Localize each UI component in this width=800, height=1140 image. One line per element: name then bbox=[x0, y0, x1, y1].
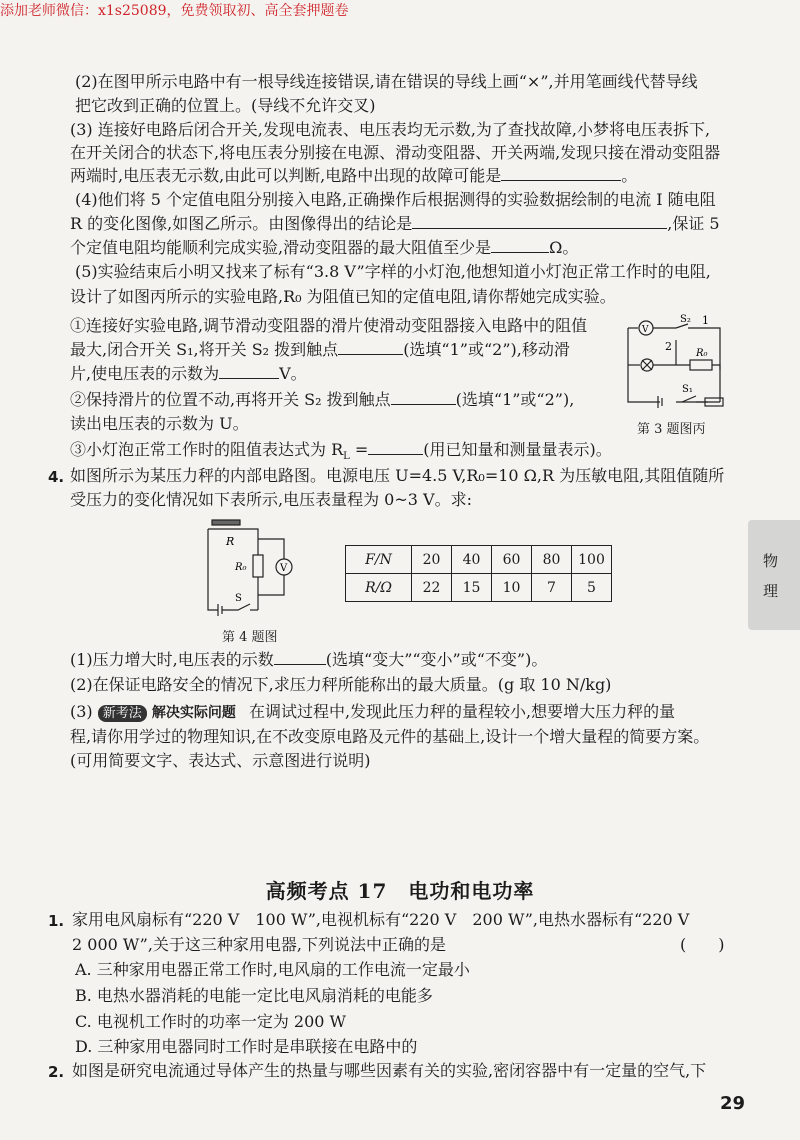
q3-line-15: 读出电压表的示数为 U。 bbox=[70, 414, 249, 433]
answer-bracket[interactable]: ( ) bbox=[680, 935, 725, 954]
s1-line-1: 家用电风扇标有“220 V 100 W”,电视机标有“220 V 200 W”,电热水器标有“220 V bbox=[72, 910, 690, 929]
q3-line-10: 设计了如图丙所示的实验电路,R₀ 为阻值已知的定值电阻,请你帮她完成实验。 bbox=[70, 287, 616, 306]
table-cell: 5 bbox=[572, 574, 612, 602]
q3-line-9: (5)实验结束后小明又找来了标有“3.8 V”字样的小灯泡,他想知道小灯泡正常工作时的电阻, bbox=[75, 262, 711, 281]
q3-line-12a: 最大,闭合开关 S₁,将开关 S₂ 拨到触点 bbox=[70, 340, 339, 359]
voltage-answer-blank[interactable] bbox=[219, 364, 279, 379]
q3-line-16b: = bbox=[349, 440, 369, 459]
table-cell: 10 bbox=[492, 574, 532, 602]
q3-line-16-subscript: L bbox=[343, 451, 350, 463]
q4-part-3a: 在调试过程中,发现此压力秤的量程较小,想要增大压力秤的量 bbox=[248, 702, 676, 721]
resistance-expression-blank[interactable] bbox=[368, 440, 423, 455]
q3-line-5-text: 两端时,电压表无示数,由此可以判断,电路中出现的故障可能是 bbox=[70, 166, 502, 185]
fig3-voltmeter-label: V bbox=[642, 325, 649, 335]
q3-line-12 bbox=[70, 340, 570, 360]
q3-line-16a: ③小灯泡正常工作时的阻值表达式为 R bbox=[70, 440, 344, 459]
q3-line-14 bbox=[70, 390, 574, 410]
q4-number: 4. bbox=[48, 468, 65, 486]
q4-part-1a: (1)压力增大时,电压表的示数 bbox=[70, 650, 274, 669]
contact-point-blank-2[interactable] bbox=[391, 390, 456, 405]
q4-part-3-line-1 bbox=[70, 702, 675, 723]
table-cell: 40 bbox=[452, 546, 492, 574]
force-resistance-table bbox=[345, 545, 612, 602]
watermark: 添加老师微信：x1s25089，免费领取初、高全套押题卷 bbox=[0, 3, 349, 19]
q3-line-3: (3) 连接好电路后闭合开关,发现电流表、电压表均无示数,为了查找故障,小梦将电压表拆下, bbox=[70, 120, 711, 139]
q3-line-16c: (用已知量和测量量表示)。 bbox=[423, 440, 612, 459]
q3-line-7a: R 的变化图像,如图乙所示。由图像得出的结论是 bbox=[70, 214, 413, 233]
q3-line-7 bbox=[70, 214, 720, 234]
q3-line-1: (2)在图甲所示电路中有一根导线连接错误,请在错误的导线上画“×”,并用笔画线代替导线 bbox=[75, 72, 698, 91]
fig4-voltmeter-label: V bbox=[280, 563, 288, 574]
fig3-contact-1-label: 1 bbox=[702, 314, 709, 327]
s1-line-2: 2 000 W”,关于这三种家用电器,下列说法中正确的是 bbox=[72, 935, 446, 954]
option-a[interactable]: A. 三种家用电器正常工作时,电风扇的工作电流一定最小 bbox=[75, 960, 470, 979]
fig4-r0-label: R₀ bbox=[235, 562, 247, 573]
q3-line-4: 在开关闭合的状态下,将电压表分别接在电源、滑动变阻器、开关两端,发现只接在滑动变阻器 bbox=[70, 143, 721, 162]
q3-line-13 bbox=[70, 364, 307, 384]
s1-number: 1. bbox=[48, 912, 65, 930]
q3-line-12b: (选填“1”或“2”),移动滑 bbox=[403, 340, 570, 359]
option-d[interactable]: D. 三种家用电器同时工作时是串联接在电路中的 bbox=[75, 1037, 418, 1056]
side-tab-char-bottom: 理 bbox=[763, 582, 779, 600]
page-number: 29 bbox=[719, 1093, 745, 1114]
figure-3c-caption: 第 3 题图丙 bbox=[637, 422, 706, 437]
contact-point-blank-1[interactable] bbox=[338, 340, 403, 355]
q3-line-8b: Ω。 bbox=[549, 238, 579, 257]
table-cell: 100 bbox=[572, 546, 612, 574]
figure-4-circuit bbox=[200, 515, 310, 620]
side-tab-char-top: 物 bbox=[763, 552, 779, 570]
q3-line-14a: ②保持滑片的位置不动,再将开关 S₂ 拨到触点 bbox=[70, 390, 391, 409]
q3-line-8a: 个定值电阻均能顺利完成实验,滑动变阻器的最大阻值至少是 bbox=[70, 238, 492, 257]
q3-line-11: ①连接好实验电路,调节滑动变阻器的滑片使滑动变阻器接入电路中的阻值 bbox=[70, 316, 588, 335]
table-cell: 60 bbox=[492, 546, 532, 574]
table-row-head-force: F/N bbox=[346, 546, 412, 574]
option-c[interactable]: C. 电视机工作时的功率一定为 200 W bbox=[75, 1012, 347, 1031]
table-cell: 15 bbox=[452, 574, 492, 602]
table-cell: 80 bbox=[532, 546, 572, 574]
section-title: 高频考点 17 电功和电功率 bbox=[265, 879, 535, 903]
resistance-answer-blank[interactable] bbox=[491, 238, 549, 253]
subject-side-tab bbox=[748, 520, 800, 630]
q3-line-5-end: 。 bbox=[621, 166, 638, 185]
fig3-s2-label: S₂ bbox=[680, 314, 691, 325]
q3-line-7b: ,保证 5 bbox=[667, 214, 720, 233]
q3-line-6: (4)他们将 5 个定值电阻分别接入电路,正确操作后根据测得的实验数据绘制的电流 I 随电阻 bbox=[75, 190, 716, 209]
q4-part-3-line-2: 程,请你用学过的物理知识,在不改变原电路及元件的基础上,设计一个增大量程的简要方案。 bbox=[70, 727, 710, 746]
s2-line-1: 如图是研究电流通过导体产生的热量与哪些因素有关的实验,密闭容器中有一定量的空气,下 bbox=[72, 1061, 707, 1080]
fig4-s-label: S bbox=[235, 593, 242, 604]
table-cell: 20 bbox=[412, 546, 452, 574]
q4-line-2: 受压力的变化情况如下表所示,电压表量程为 0~3 V。求: bbox=[70, 490, 472, 509]
table-cell: 7 bbox=[532, 574, 572, 602]
table-row bbox=[346, 546, 612, 574]
q4-part-2: (2)在保证电路安全的情况下,求压力秤所能称出的最大质量。(g 取 10 N/kg) bbox=[70, 675, 612, 694]
new-method-badge: 新考法 bbox=[98, 705, 147, 722]
fault-answer-blank[interactable] bbox=[501, 166, 621, 181]
fig3-r0-label: R₀ bbox=[696, 348, 708, 359]
q4-part-3-number: (3) bbox=[70, 702, 93, 721]
q3-line-13b: V。 bbox=[279, 364, 307, 383]
q3-line-14b: (选填“1”或“2”), bbox=[455, 390, 575, 409]
option-b[interactable]: B. 电热水器消耗的电能一定比电风扇消耗的电能多 bbox=[75, 986, 433, 1005]
fig4-r-label: R bbox=[226, 535, 235, 548]
fig3-s1-label: S₁ bbox=[682, 384, 693, 395]
figure-4-caption: 第 4 题图 bbox=[222, 630, 278, 645]
voltmeter-change-blank[interactable] bbox=[274, 650, 326, 665]
q3-line-13a: 片,使电压表的示数为 bbox=[70, 364, 220, 383]
q4-line-1: 如图所示为某压力秤的内部电路图。电源电压 U=4.5 V,R₀=10 Ω,R 为压敏电阻,其阻值随所 bbox=[70, 466, 725, 485]
conclusion-answer-blank[interactable] bbox=[412, 214, 667, 229]
table-row bbox=[346, 574, 612, 602]
q4-part-1b: (选填“变大”“变小”或“不变”)。 bbox=[325, 650, 548, 669]
q4-part-1 bbox=[70, 650, 547, 670]
q3-line-16 bbox=[70, 440, 612, 467]
q4-part-3-line-3: (可用简要文字、表达式、示意图进行说明) bbox=[70, 751, 371, 770]
fig3-contact-2-label: 2 bbox=[665, 340, 672, 353]
figure-3c-circuit bbox=[620, 310, 745, 425]
q3-line-8 bbox=[70, 238, 578, 258]
q3-line-5 bbox=[70, 166, 637, 186]
s2-number: 2. bbox=[48, 1063, 65, 1081]
q4-part-3-topic: 解决实际问题 bbox=[151, 705, 236, 721]
q3-line-2: 把它改到正确的位置上。(导线不允许交叉) bbox=[75, 96, 376, 115]
table-cell: 22 bbox=[412, 574, 452, 602]
table-row-head-resistance: R/Ω bbox=[346, 574, 412, 602]
